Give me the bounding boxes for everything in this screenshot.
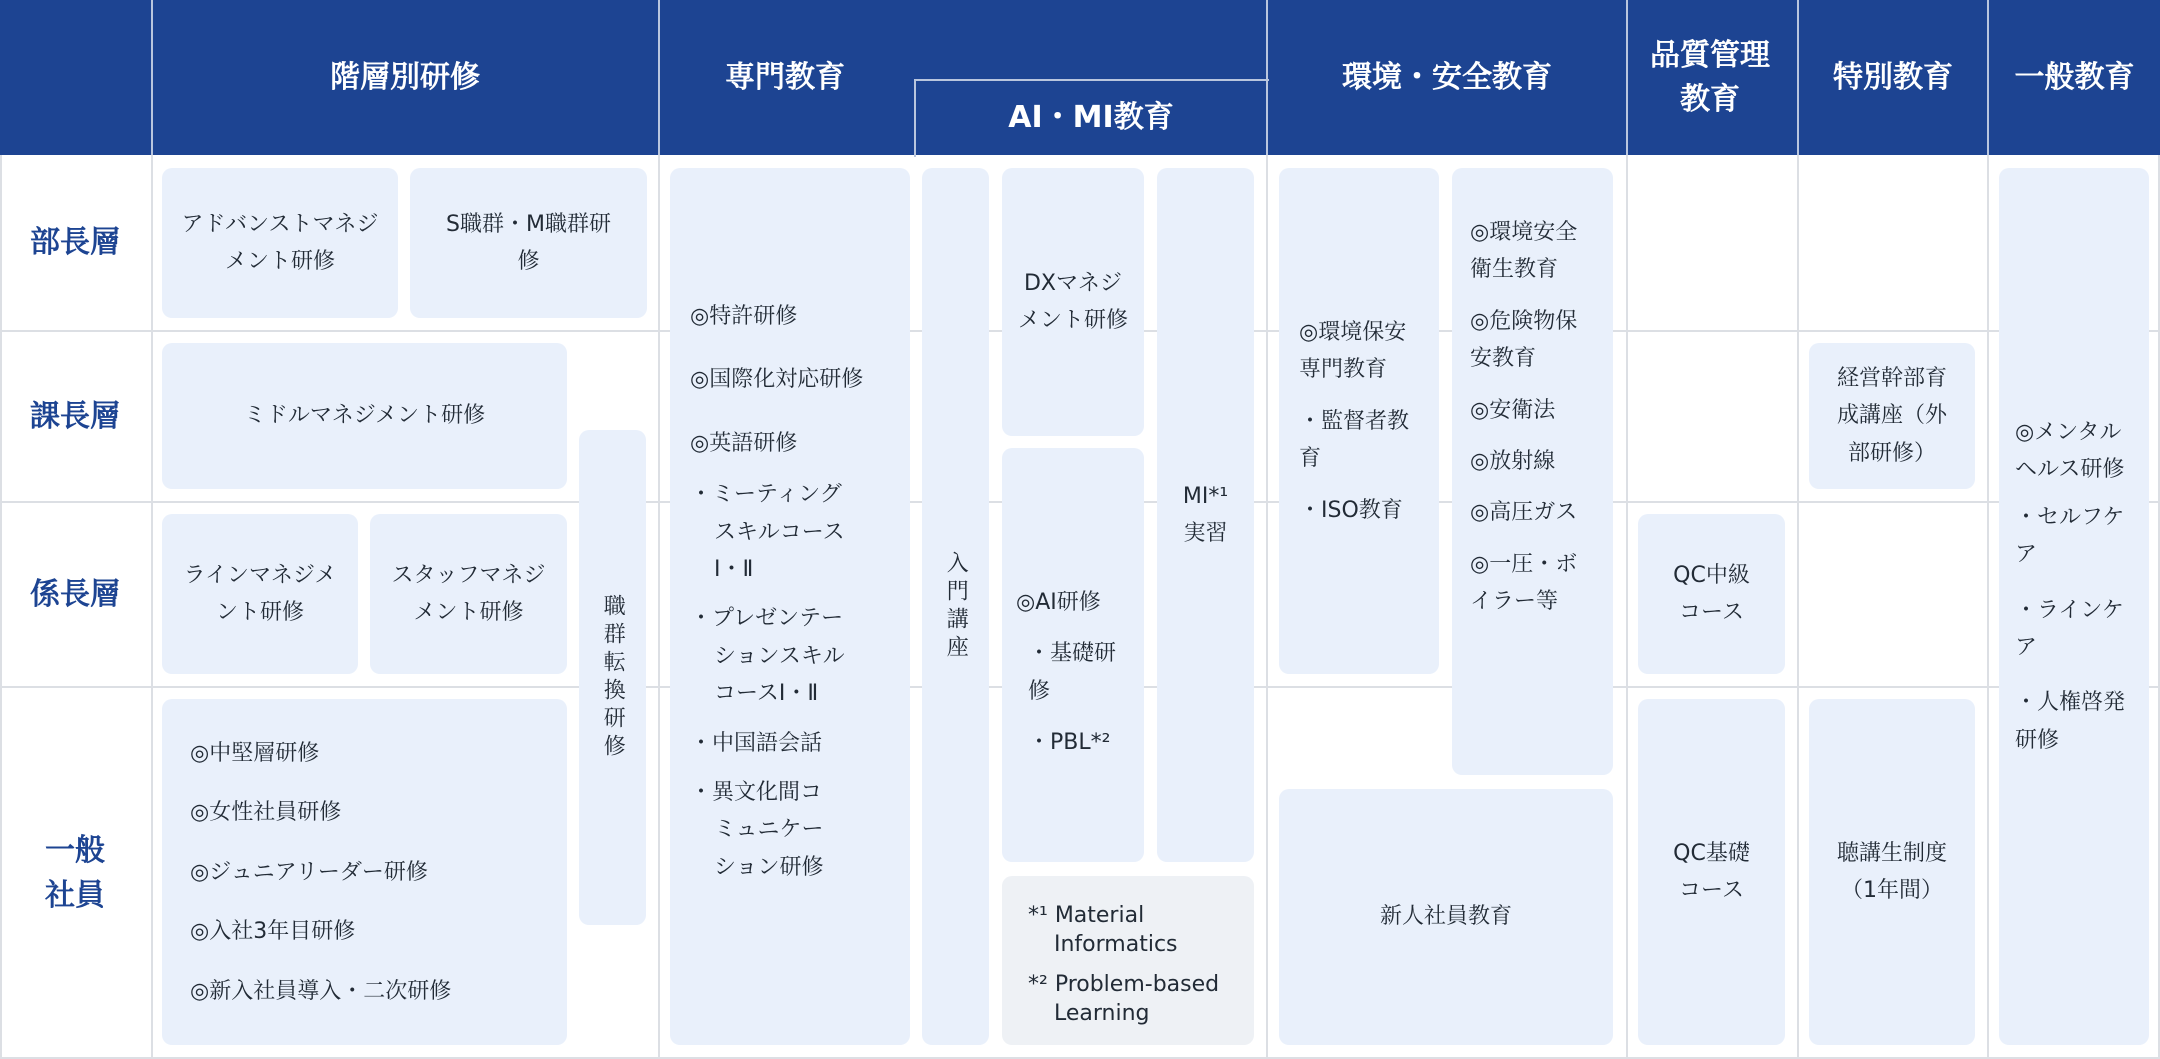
- executive-development-course: 経営幹部育成講座（外部研修）: [1809, 343, 1975, 489]
- footnote: *¹ Material Informatics: [1028, 903, 1178, 957]
- list-item: ・基礎研修: [1028, 641, 1117, 704]
- footnotes: [1002, 876, 1254, 1045]
- qc-basic-course: QC基礎コース: [1638, 699, 1785, 1045]
- list-item: ◎中堅層研修: [190, 741, 320, 766]
- header-general: 一般教育: [2014, 59, 2135, 95]
- list-item: ・セルフケア: [2015, 504, 2125, 568]
- table-header: [0, 0, 2160, 155]
- row-label-ippan: 一般社員: [45, 832, 105, 913]
- mi-practice: MI*¹実習: [1157, 168, 1254, 862]
- list-item: ◎特許研修: [690, 304, 798, 329]
- list-item: ・異文化間コミュニケーション研修: [690, 779, 824, 880]
- row-label-kakaricho: 係長層: [30, 577, 120, 612]
- middle-management-training: ミドルマネジメント研修: [162, 343, 567, 489]
- list-item: ◎女性社員研修: [190, 800, 342, 826]
- list-item: ◎AI研修: [1016, 590, 1101, 615]
- list-item: ◎国際化対応研修: [690, 367, 864, 393]
- grid-line: [1266, 155, 1268, 1059]
- footnote: *² Problem-based Learning: [1028, 972, 1220, 1026]
- grid-line: [1626, 155, 1628, 1059]
- list-item: ◎危険物保安教育: [1470, 308, 1578, 372]
- header-hierarchy: 階層別研修: [330, 59, 480, 95]
- list-item: ◎新入社員導入・二次研修: [190, 978, 452, 1004]
- list-item: ・ラインケア: [2015, 597, 2124, 660]
- list-item: ・プレゼンテーションスキルコースⅠ・Ⅱ: [690, 606, 845, 707]
- advanced-management-training: アドバンストマネジメント研修: [162, 168, 398, 318]
- ai-training-list: [1002, 448, 1144, 862]
- grid-line: [1987, 155, 1989, 1059]
- list-item: ・PBL*²: [1028, 730, 1111, 756]
- list-item: ◎一圧・ボイラー等: [1470, 551, 1578, 615]
- environment-safety-right-list: [1452, 168, 1613, 775]
- intro-course: 入門講座: [922, 168, 989, 1045]
- list-item: ・ISO教育: [1299, 497, 1403, 523]
- job-group-transfer-training: 職群転換研修: [579, 430, 646, 925]
- new-employee-education: 新人社員教育: [1279, 789, 1613, 1045]
- list-item: ◎入社3年目研修: [190, 919, 356, 945]
- list-item: ◎メンタルヘルス研修: [2015, 420, 2125, 483]
- general-employee-training-list: [162, 699, 567, 1045]
- list-item: ・人権啓発研修: [2015, 690, 2126, 753]
- list-item: ◎ジュニアリーダー研修: [190, 859, 428, 885]
- list-item: ◎高圧ガス: [1470, 500, 1578, 526]
- row-label-kacho: 課長層: [30, 399, 120, 434]
- header-special: 特別教育: [1833, 59, 1953, 95]
- s-m-group-training: S職群・M職群研修: [410, 168, 647, 318]
- list-item: ◎環境安全衛生教育: [1470, 220, 1578, 283]
- header-environment: 環境・安全教育: [1342, 59, 1552, 95]
- line-management-training: ラインマネジメント研修: [162, 514, 358, 674]
- list-item: ◎環境保安専門教育: [1299, 320, 1407, 383]
- auditing-student-program: 聴講生制度（1年間）: [1809, 699, 1975, 1045]
- environment-safety-left-list: [1279, 168, 1439, 674]
- list-item: ・中国語会話: [690, 730, 823, 756]
- list-item: ◎放射線: [1470, 448, 1556, 474]
- staff-management-training: スタッフマネジメント研修: [370, 514, 567, 674]
- qc-intermediate-course: QC中級コース: [1638, 514, 1785, 674]
- row-label-bucho: 部長層: [30, 225, 120, 260]
- dx-management-training: DXマネジメント研修: [1002, 168, 1144, 436]
- grid-line: [658, 155, 660, 1059]
- header-ai-mi: AI・MI教育: [1008, 100, 1174, 136]
- header-specialized: 専門教育: [725, 59, 845, 95]
- specialized-training-list: [670, 168, 910, 1045]
- grid-line: [1797, 155, 1799, 1059]
- list-item: ◎英語研修: [690, 430, 798, 456]
- general-education-list: [1999, 168, 2149, 1045]
- header-quality: 品質管理教育: [1650, 38, 1770, 117]
- list-item: ・監督者教育: [1299, 408, 1410, 472]
- list-item: ・ミーティングスキルコースⅠ・Ⅱ: [690, 482, 845, 582]
- grid-line: [151, 155, 153, 1059]
- list-item: ◎安衛法: [1470, 397, 1556, 423]
